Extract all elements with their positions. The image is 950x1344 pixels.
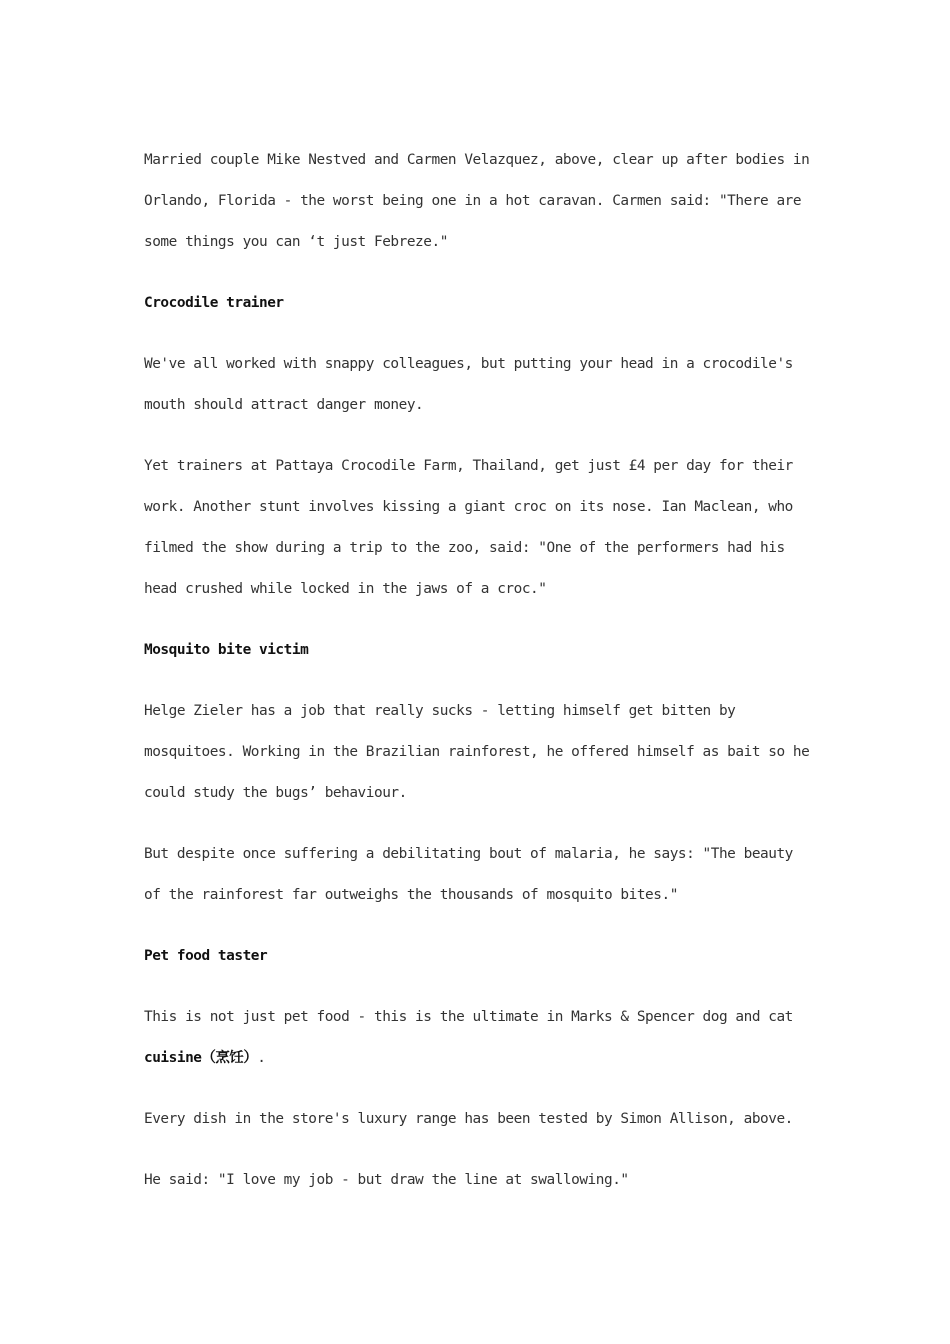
heading-pet-food-taster: Pet food taster: [144, 948, 268, 964]
paragraph-mosquito-intro: Helge Zieler has a job that really sucks - letting himself get bitten by mosquitoes. Working in the Brazilian rainforest, he offered himself as bait so he could study the bugs’ behaviour.: [144, 703, 810, 801]
paragraph-pet-food-intro: [144, 997, 814, 1079]
heading-mosquito-bite-victim: Mosquito bite victim: [144, 642, 309, 658]
paragraph-pet-food-range: Every dish in the store's luxury range has been tested by Simon Allison, above.: [144, 1111, 793, 1127]
paragraph-crocodile-intro: We've all worked with snappy colleagues, but putting your head in a crocodile's mouth should attract danger money.: [144, 356, 793, 413]
paragraph-pet-food-quote: He said: "I love my job - but draw the line at swallowing.": [144, 1172, 629, 1188]
heading-crocodile-trainer: Crocodile trainer: [144, 295, 284, 311]
paragraph-crime-scene-cleaners: Married couple Mike Nestved and Carmen Velazquez, above, clear up after bodies in Orlando, Florida - the worst being one in a hot caravan. Carmen said: "There are some things you can ‘t just Febreze.": [144, 152, 810, 250]
paragraph-crocodile-details: Yet trainers at Pattaya Crocodile Farm, Thailand, get just £4 per day for their work. Another stunt involves kissing a giant croc on its nose. Ian Maclean, who filmed the show during a trip to the zoo, said: "One of the performers had his head crushed while locked in the jaws of a croc.": [144, 458, 793, 597]
paragraph-mosquito-quote: But despite once suffering a debilitating bout of malaria, he says: "The beauty of the rainforest far outweighs the thousands of mosquito bites.": [144, 846, 793, 903]
document-body: [144, 140, 814, 1221]
vocab-term-cuisine: cuisine（烹饪）: [144, 1050, 258, 1066]
paragraph-pet-food-intro-text: This is not just pet food - this is the ultimate in Marks & Spencer dog and cat: [144, 1009, 793, 1025]
paragraph-pet-food-intro-end: .: [257, 1050, 266, 1066]
